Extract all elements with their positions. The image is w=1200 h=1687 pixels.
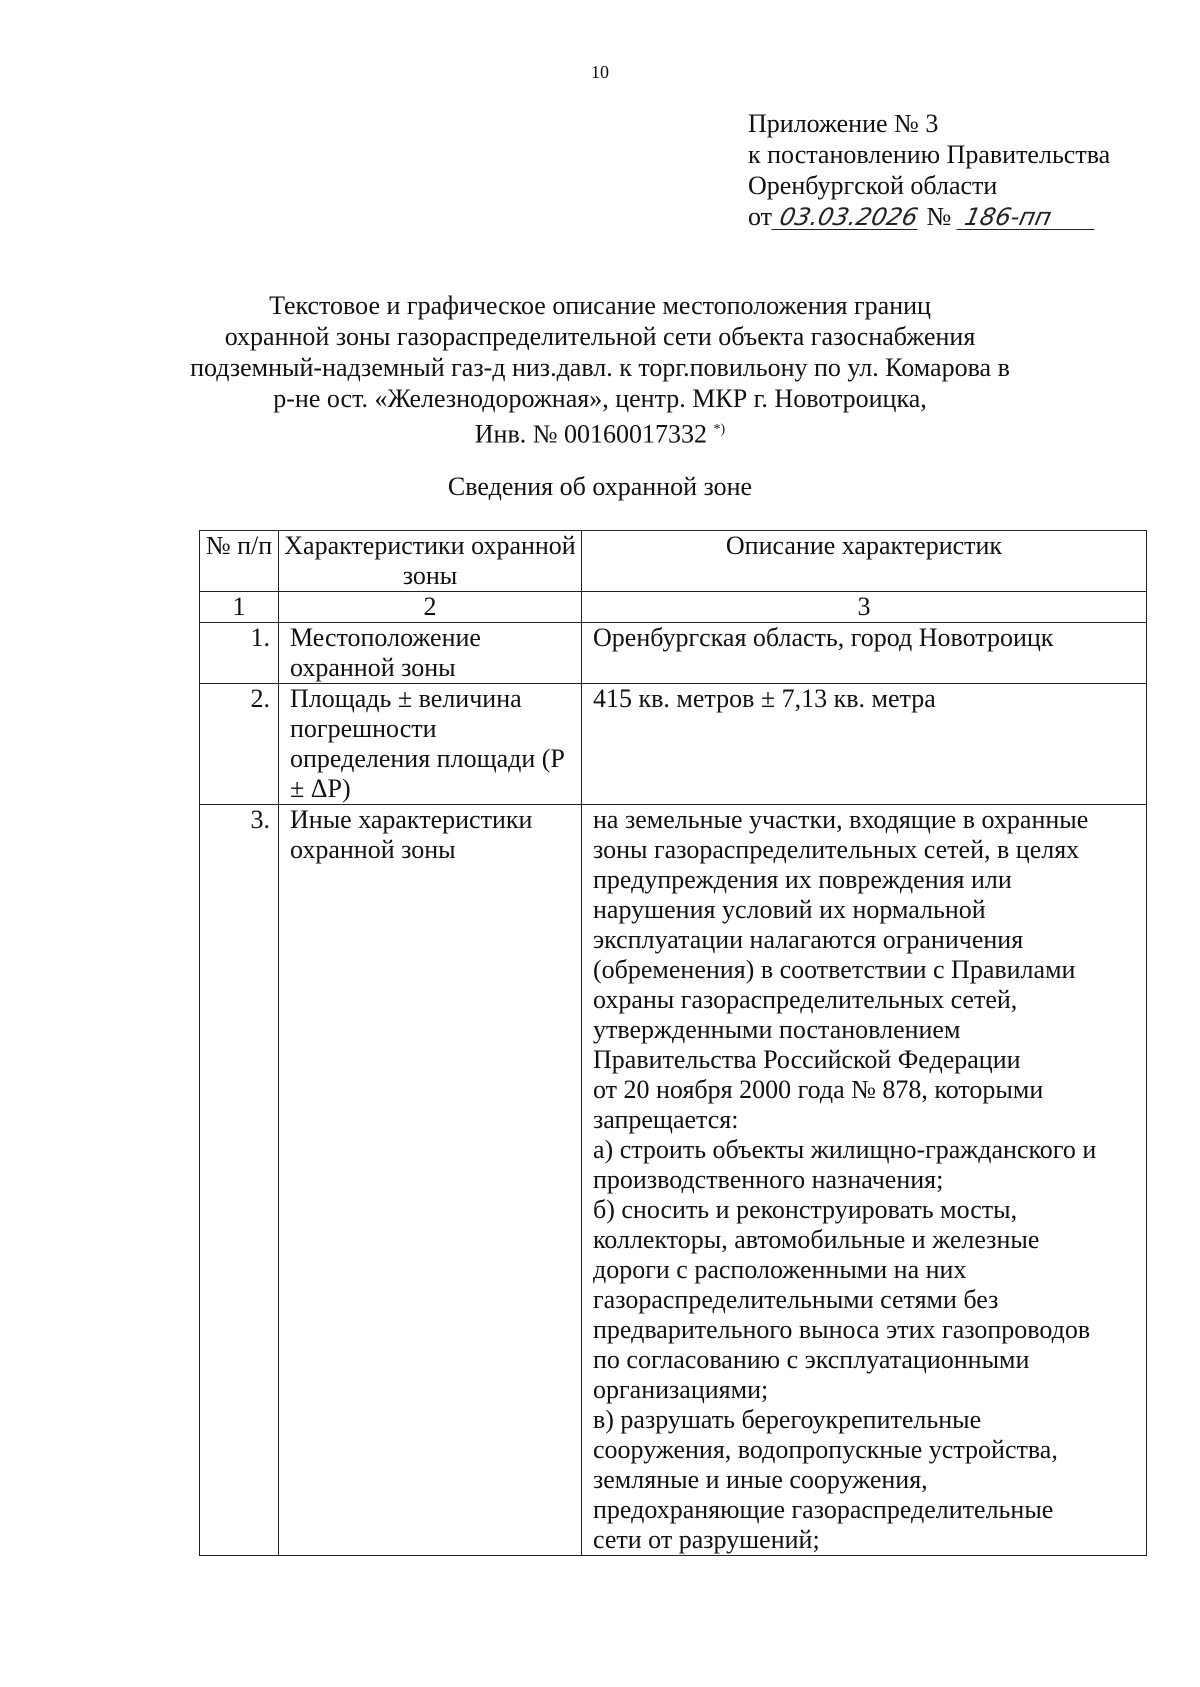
description-line: охраны газораспределительных сетей, <box>593 985 1018 1014</box>
protection-zone-table <box>199 530 1147 1556</box>
description-line: в) разрушать берегоукрепительные <box>593 1405 982 1434</box>
description-line: коллекторы, автомобильные и железные <box>593 1225 1040 1254</box>
description-line: газораспределительными сетями без <box>593 1285 999 1314</box>
description-line: а) строить объекты жилищно-гражданского и <box>593 1135 1097 1164</box>
description-line: эксплуатации налагаются ограничения <box>593 925 1024 954</box>
appendix-block <box>748 108 1110 232</box>
column-number: 1 <box>200 592 279 623</box>
appendix-title: Приложение № 3 <box>748 109 939 138</box>
title-line: охранной зоны газораспределительной сети объекта газоснабжения <box>224 322 976 351</box>
handwritten-date: 03.03.2026 <box>771 205 922 230</box>
row-description <box>582 805 1147 1556</box>
description-line: Правительства Российской Федерации <box>593 1045 1021 1074</box>
column-number: 2 <box>279 592 582 623</box>
document-title <box>0 290 1200 450</box>
number-prefix: № <box>926 202 952 231</box>
description-line: по согласованию с эксплуатационными <box>593 1345 1030 1374</box>
header-num: № п/п <box>200 531 279 592</box>
description-line: зоны газораспределительных сетей, в целях <box>593 835 1080 864</box>
section-subtitle: Сведения об охранной зоне <box>447 472 753 501</box>
description-line: от 20 ноября 2000 года № 878, которыми <box>593 1075 1044 1104</box>
footnote-mark: *) <box>713 422 726 437</box>
title-line: подземный-надземный газ-д низ.давл. к торг.повильону по ул. Комарова в <box>190 353 1010 382</box>
row-number: 3. <box>200 805 279 1556</box>
description-line: производственного назначения; <box>593 1165 944 1194</box>
title-line: Текстовое и графическое описание местоположения границ <box>269 291 931 320</box>
description-line: утвержденными постановлением <box>593 1015 961 1044</box>
table-row <box>200 805 1147 1556</box>
column-number-row <box>200 592 1147 623</box>
page-number: 10 <box>591 62 609 82</box>
appendix-line-3: Оренбургской области <box>748 171 998 200</box>
description-line: на земельные участки, входящие в охранные <box>593 805 1089 834</box>
description-line: сооружения, водопропускные устройства, <box>593 1435 1058 1464</box>
description-line: сети от разрушений; <box>593 1525 820 1554</box>
row-description: 415 кв. метров ± 7,13 кв. метра <box>582 684 1147 805</box>
row-characteristic: Иные характеристики охранной зоны <box>279 805 582 1556</box>
description-line: запрещается: <box>593 1105 739 1134</box>
header-description: Описание характеристик <box>582 531 1147 592</box>
inventory-line <box>0 414 1200 450</box>
handwritten-number: 186-пп <box>957 205 1100 230</box>
description-line: предварительного выноса этих газопроводов <box>593 1315 1091 1344</box>
description-line: б) сносить и реконструировать мосты, <box>593 1195 1018 1224</box>
date-prefix: от <box>748 202 773 231</box>
appendix-line-2: к постановлению Правительства <box>748 140 1111 169</box>
title-line: р-не ост. «Железнодорожная», центр. МКР г. Новотроицка, <box>273 384 927 413</box>
table-row <box>200 684 1147 805</box>
row-number: 2. <box>200 684 279 805</box>
description-line: дороги с расположенными на них <box>593 1255 967 1284</box>
header-characteristics: Характеристики охранной зоны <box>279 531 582 592</box>
row-characteristic: Площадь ± величина погрешности определения площади (P ± ΔP) <box>279 684 582 805</box>
description-line: предохраняющие газораспределительные <box>593 1495 1054 1524</box>
column-number: 3 <box>582 592 1147 623</box>
row-description: Оренбургская область, город Новотроицк <box>582 623 1147 684</box>
description-line: нарушения условий их нормальной <box>593 895 986 924</box>
description-line: организациями; <box>593 1375 769 1404</box>
table-row <box>200 623 1147 684</box>
description-line: предупреждения их повреждения или <box>593 865 1012 894</box>
appendix-date-line <box>748 201 1110 232</box>
inventory-number: Инв. № 00160017332 <box>474 419 708 449</box>
row-number: 1. <box>200 623 279 684</box>
row-characteristic: Местоположение охранной зоны <box>279 623 582 684</box>
description-line: (обременения) в соответствии с Правилами <box>593 955 1076 984</box>
description-line: земляные и иные сооружения, <box>593 1465 928 1494</box>
table-header-row <box>200 531 1147 592</box>
